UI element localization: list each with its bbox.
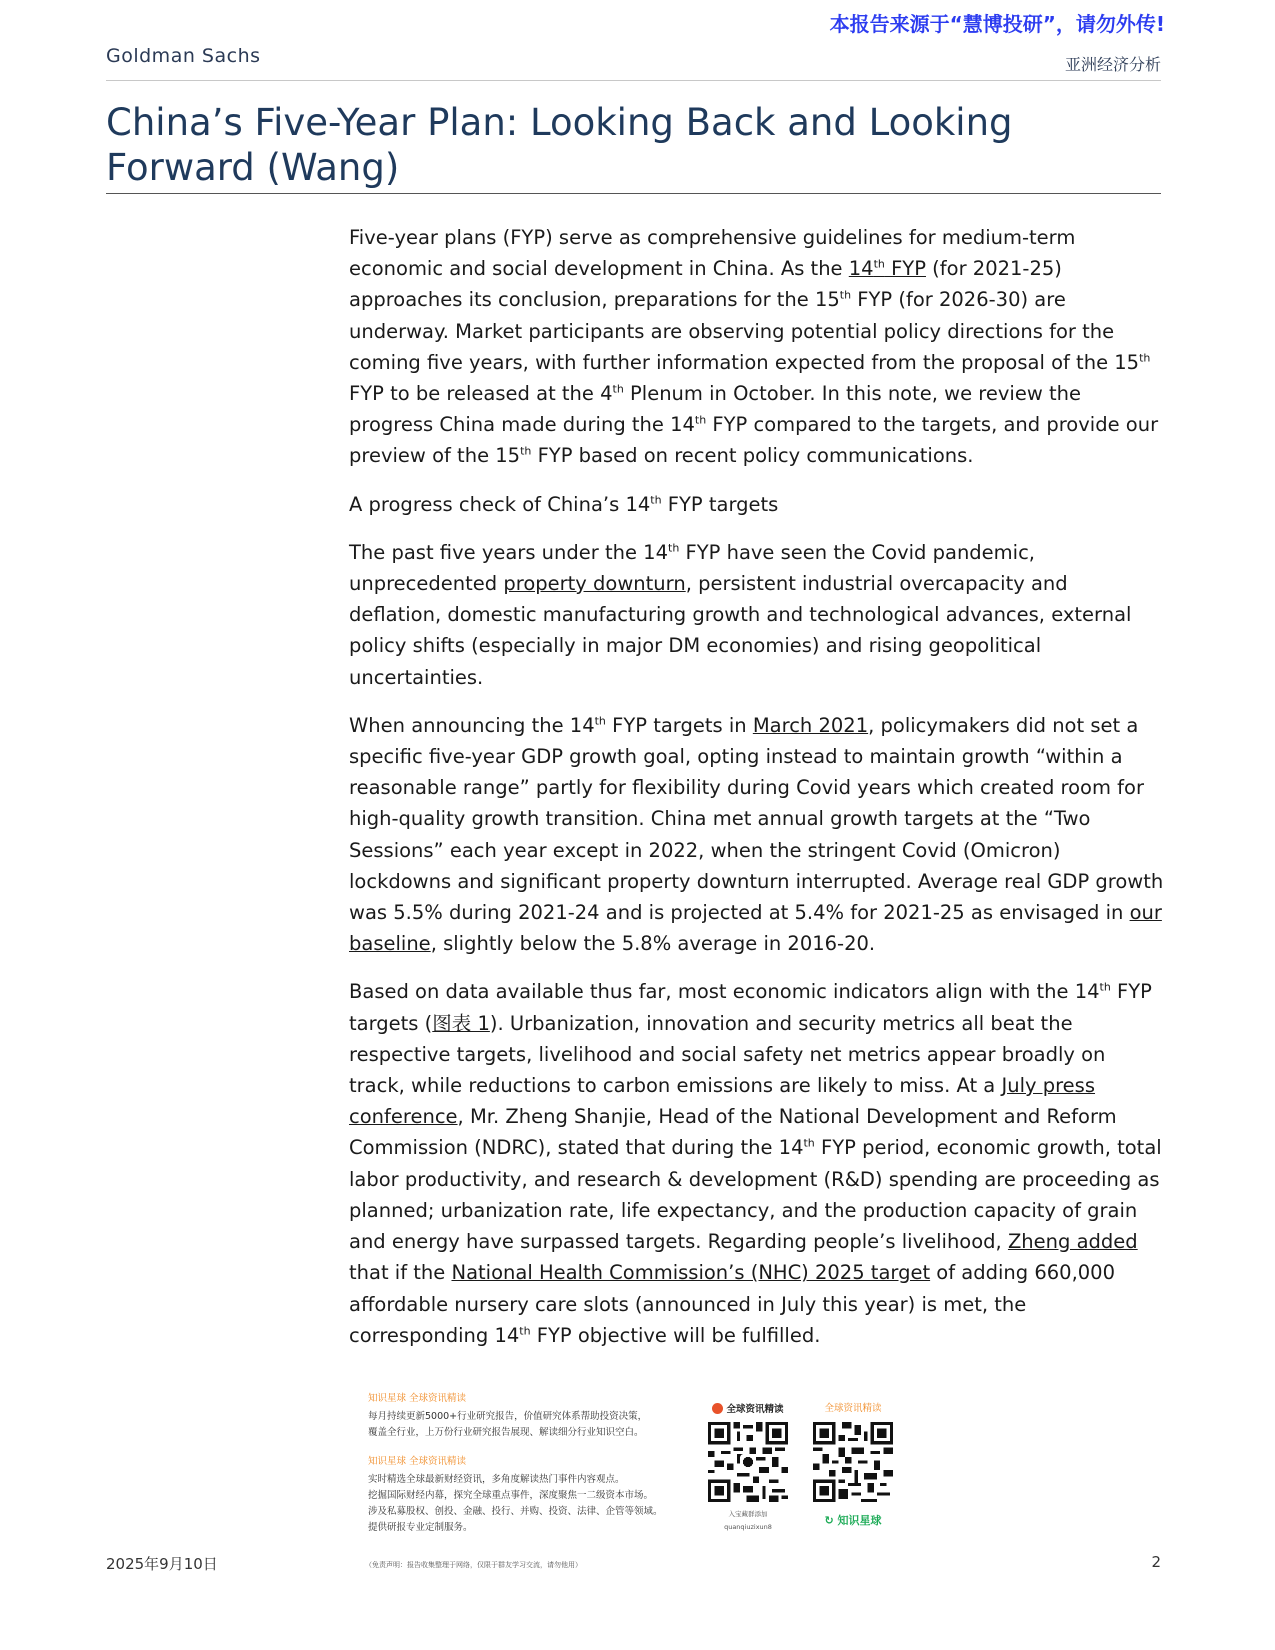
text-run: , persistent industrial overcapacity and deflation, domestic manufacturing growth and technological advances, external policy shifts (especially in major DM economies) and rising geopolitical uncertainties. [349,572,1132,689]
footer-date: 2025年9月10日 [106,1555,218,1573]
qr-block-right [808,1400,898,1528]
qr-header [703,1400,793,1416]
link-14th-fyp[interactable] [849,257,926,280]
superscript: th [694,413,707,427]
text-run: Plenum in October. In this note, we review the progress China made during the 14 [349,382,1081,437]
title-divider [106,193,1161,194]
link-nhc-2025-target[interactable]: National Health Commission’s (NHC) 2025 target [451,1261,931,1285]
text-run: FYP period, economic growth, total labor productivity, and research & development (R&D) spending are proceeding as planned; urbanization rate, life expectancy, and the production capacity of grain and energy have surpassed targets. Regarding people’s livelihood, [349,1136,1162,1254]
text-run: FYP targets [661,492,779,516]
text-run: FYP (for 2026-30) are underway. Market participants are observing potential policy directions for the coming five years, with further information expected from the proposal of the 15 [349,288,1140,374]
page-number: 2 [1151,1553,1161,1571]
text-run: The past five years under the 14 [349,540,668,564]
section-label: 亚洲经济分析 [1064,55,1161,74]
brand-name: Goldman Sachs [106,45,261,67]
superscript: th [520,444,532,458]
text-run: , Mr. Zheng Shanjie, Head of the National Development and Reform Commission (NDRC), stated that during the 14 [349,1105,1117,1160]
paragraph-indicators [349,976,1164,1350]
link-property-downturn[interactable]: property downturn [503,572,686,596]
paragraph-intro [349,222,1164,472]
link-march-2021[interactable]: March 2021 [752,713,869,737]
badge-text: 知识星球 [837,1514,882,1527]
link-text: FYP [884,257,926,281]
promo-title: 知识星球 全球资讯精读 [368,1456,467,1467]
text-run: When announcing the 14 [349,713,595,737]
qr-caption: 入宝藏群添加 [728,1510,768,1518]
globe-logo-icon [712,1403,723,1414]
text-run: FYP targets ( [349,980,1152,1035]
text-run: FYP based on recent policy communications. [531,444,974,468]
text-run: , policymakers did not set a specific five-year GDP growth goal, opting instead to maintain growth “within a reasonable range” partly for flexibility during Covid years which created room for high-quality growth transition. China met annual growth targets at the “Two Sessions” each year except in 2022, when the stringent Covid (Omicron) lockdowns and significant property downturn interrupted. Average real GDP growth was 5.5% during 2021-24 and is projected at 5.4% for 2021-25 as envisaged in [349,713,1164,925]
superscript: th [668,541,680,555]
paragraph-growth [349,710,1164,960]
text-run: Five-year plans (FYP) serve as comprehensive guidelines for medium-term economic and social development in China. As the [349,226,1076,281]
promo-line: 每月持续更新5000+行业研究报告，价值研究体系帮助投资决策， [368,1411,648,1422]
text-run: , slightly below the 5.8% average in 2016-20. [430,932,876,956]
text-run: FYP have seen the Covid pandemic, unprecedented [349,540,1036,596]
header-divider [106,80,1161,81]
qr-header-text: 全球资讯精读 [824,1403,882,1414]
superscript: th [839,288,852,302]
text-run: FYP objective will be fulfilled. [530,1323,821,1347]
section-heading [349,489,1164,520]
text-run: FYP targets in [605,713,753,737]
page-title: China’s Five-Year Plan: Looking Back and Looking Forward (Wang) [106,101,1013,189]
qr-caption: quanqiuzixun8 [724,1523,772,1531]
superscript: th [594,714,606,728]
link-text: 14 [848,257,874,281]
superscript: th [803,1136,815,1150]
text-run: (for 2021-25) approaches its conclusion, preparations for the 15 [349,257,1062,312]
qr-code-icon[interactable] [813,1422,893,1502]
source-notice: 本报告来源于“慧博投研”，请勿外传! [829,12,1165,36]
text-run: ). Urbanization, innovation and security metrics all beat the respective targets, livelihood and social safety net metrics appear broadly on track, while reductions to carbon emissions are likely to miss. At a [349,1011,1106,1098]
zhishi-planet-badge [808,1512,898,1528]
footer-disclaimer: （免责声明：报告收集整理于网络，仅限于群友学习交流，请勿他用） [365,1561,582,1569]
superscript: th [1099,980,1111,994]
qr-block-left [703,1400,793,1532]
link-our-baseline[interactable]: our baseline [349,901,1162,956]
promo-line: 覆盖全行业，上万份行业研究报告展现、解读细分行业知识空白。 [368,1427,644,1438]
promo-line: 挖掘国际财经内幕，探究全球重点事件，深度聚焦一二级资本市场。 [368,1490,654,1501]
qr-header-text: 全球资讯精读 [726,1404,784,1415]
promo-line: 提供研报专业定制服务。 [368,1522,473,1533]
qr-code-icon[interactable] [708,1422,788,1502]
link-exhibit-1[interactable]: 图表 1 [432,1011,490,1035]
paragraph-context [349,537,1164,693]
link-july-press-conference[interactable]: July press conference [349,1074,1096,1129]
superscript: th [650,493,662,507]
text-run: Based on data available thus far, most economic indicators align with the 14 [349,980,1100,1004]
promo-line: 涉及私募股权、创投、金融、投行、并购、投资、法律、企管等领域。 [368,1506,663,1517]
text-run: A progress check of China’s 14 [349,492,651,516]
article-body [349,222,1164,1368]
link-zheng-added[interactable]: Zheng added [1007,1230,1138,1254]
promo-line: 实时精选全球最新财经资讯，多角度解读热门事件内容观点。 [368,1474,625,1485]
superscript: th [519,1324,531,1338]
text-run: that if the [349,1261,452,1285]
promo-block [368,1390,698,1536]
text-run: FYP to be released at the 4 [349,382,613,406]
superscript: th [612,382,624,396]
superscript: th [1139,351,1151,365]
promo-title: 知识星球 全球资讯精读 [368,1393,467,1404]
text-run: FYP compared to the targets, and provide our preview of the 15 [349,413,1159,468]
refresh-logo-icon: ↻ [824,1514,834,1527]
superscript: th [873,257,885,271]
text-run: of adding 660,000 affordable nursery care slots (announced in July this year) is met, the corresponding 14 [349,1261,1115,1347]
